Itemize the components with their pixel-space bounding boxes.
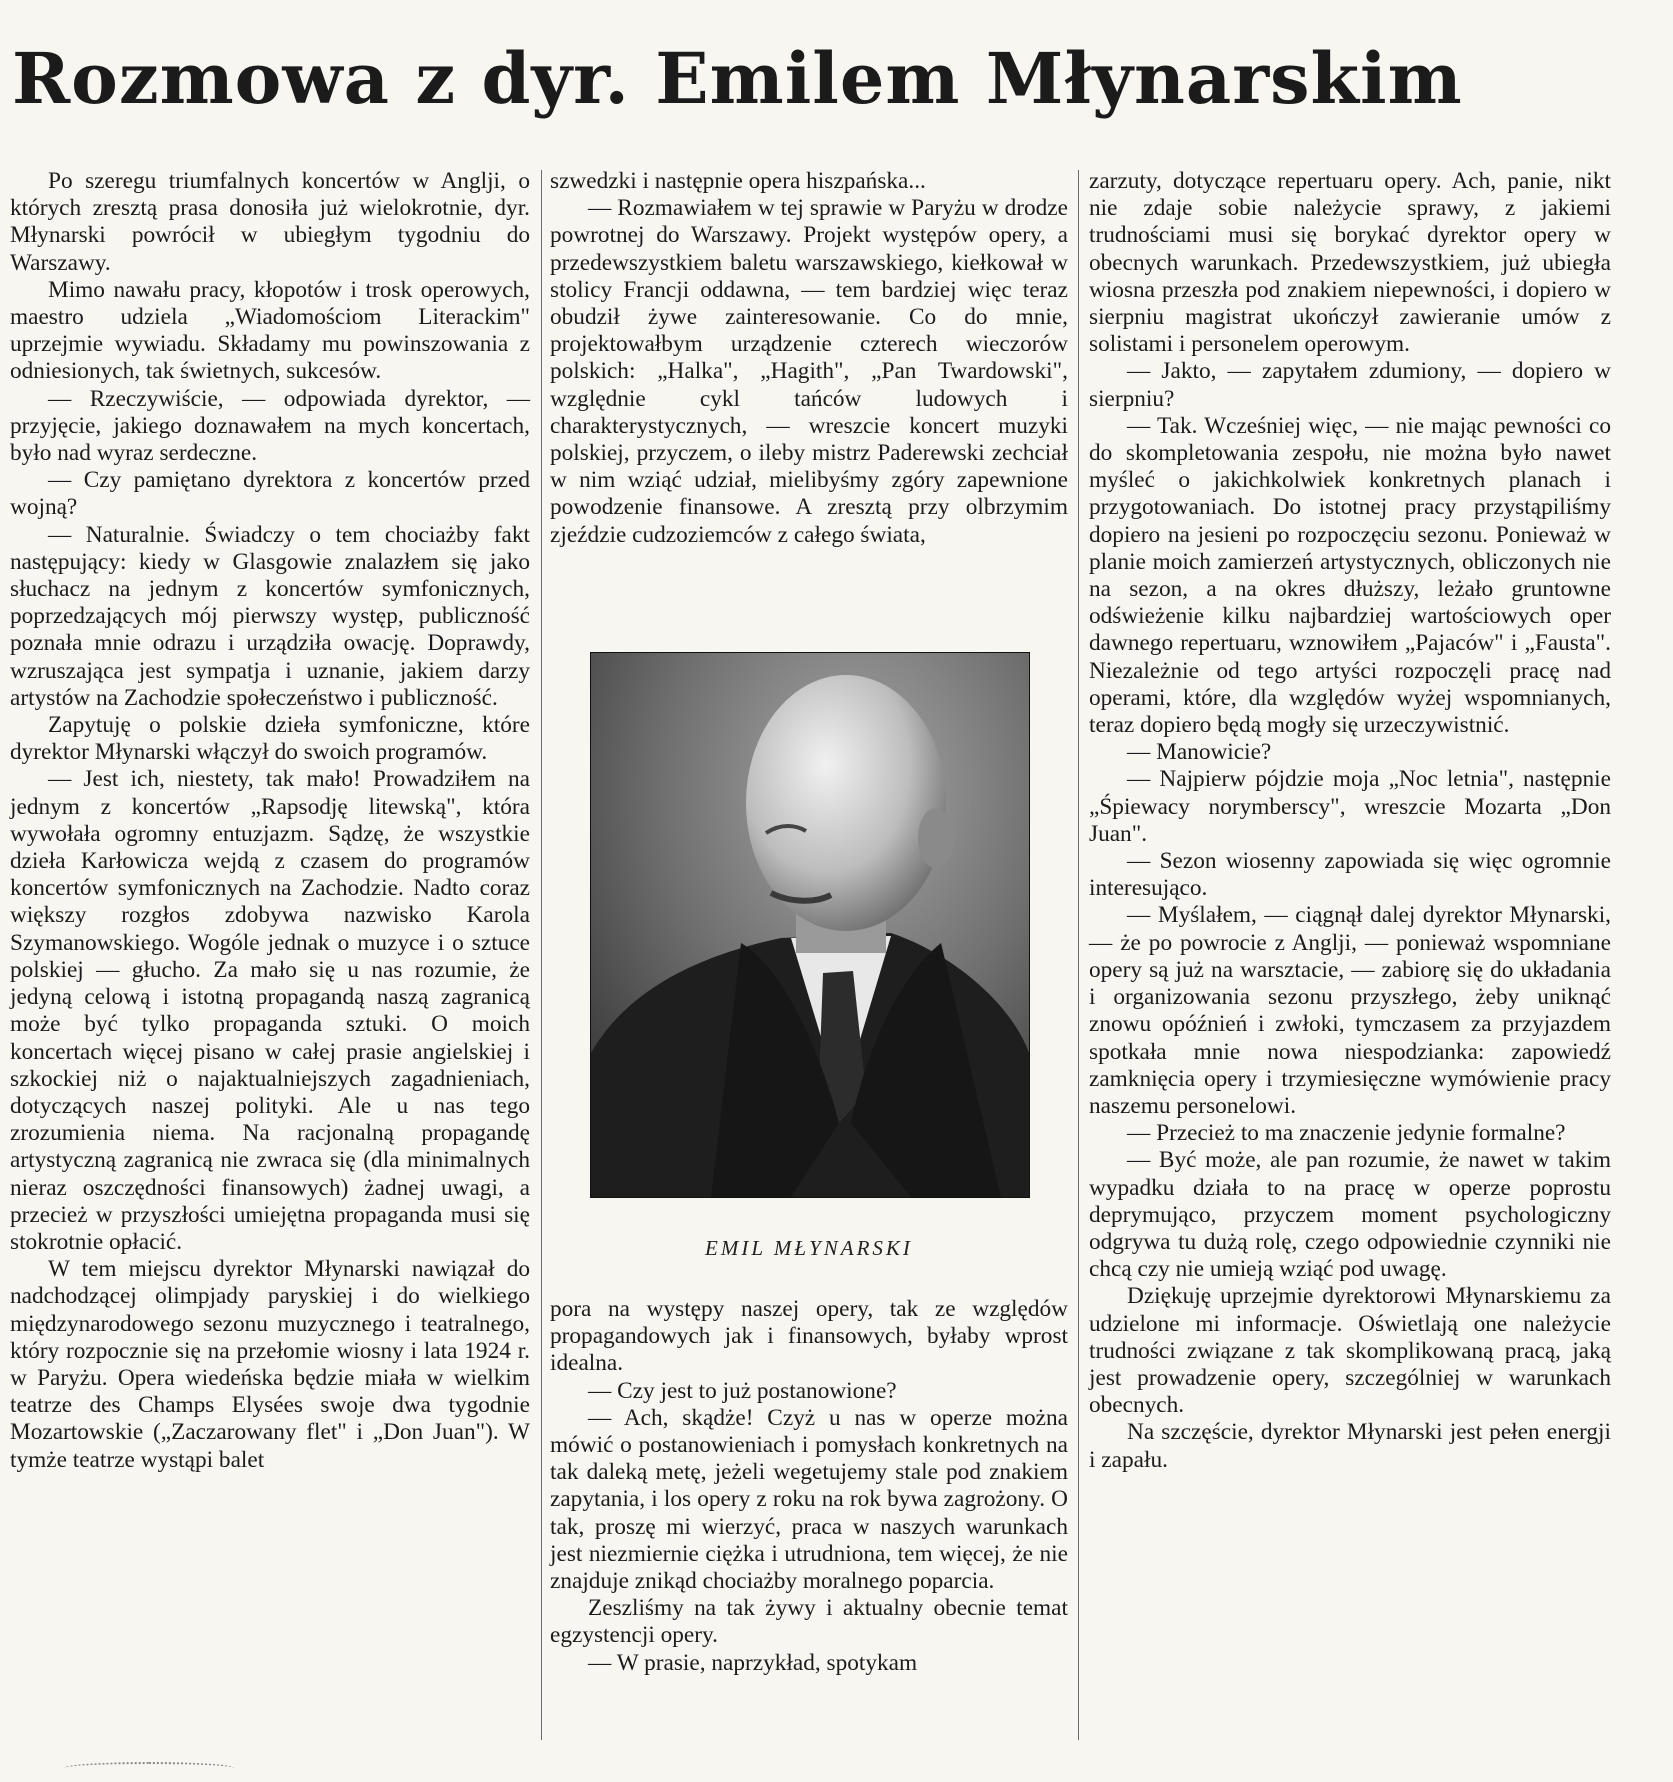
- paragraph: pora na występy naszej opery, tak ze względów propagandowych jak i finansowych, byłaby wprost idealna.: [550, 1296, 1068, 1377]
- paragraph: — Tak. Wcześniej więc, — nie mając pewności co do skompletowania zespołu, nie można było nawet myśleć o jakichkolwiek konkretnych planach i przygotowaniach. Do istotnej pracy przystąpiliśmy dopiero na jesieni po rozpoczęciu sezonu. Ponieważ w planie moich zamierzeń artystycznych, obliczonych nie na sezon, a na okres dłuższy, leżało gruntowne odświeżenie kilku najbardziej wartościowych oper dawnego repertuaru, wznowiłem „Pajaców" i „Fausta". Niezależnie od tego artyści rozpoczęli pracę nad operami, które, dla względów wyżej wspomnianych, teraz dopiero będą mogły się urzeczywistnić.: [1089, 412, 1611, 739]
- article-column-3: [1089, 168, 1611, 1474]
- article-column-2-top: [550, 168, 1068, 549]
- article-column-1: [10, 168, 530, 1474]
- paragraph: — Rzeczywiście, — odpowiada dyrektor, — przyjęcie, jakiego doznawałem na mych koncertach, było nad wyraz serdeczne.: [10, 385, 530, 467]
- paragraph: — Czy jest to już postanowione?: [588, 1377, 897, 1404]
- paragraph: Dziękuję uprzejmie dyrektorowi Młynarskiemu za udzielone mi informacje. Oświetlają one należycie trudności związane z tak skomplikowaną pracą, jaką jest prowadzenie opery, szczególniej w warunkach obecnych.: [1089, 1283, 1611, 1419]
- paragraph: — Najpierw pójdzie moja „Noc letnia", następnie „Śpiewacy norymberscy", wreszcie Mozarta „Don Juan".: [1089, 766, 1611, 847]
- paragraph: Na szczęście, dyrektor Młynarski jest pełen energji i zapału.: [1089, 1419, 1611, 1473]
- paragraph: — Przecież to ma znaczenie jedynie formalne?: [1127, 1120, 1566, 1147]
- column-rule-left: [541, 170, 542, 1740]
- paragraph: Zeszliśmy na tak żywy i aktualny obecnie temat egzystencji opery.: [550, 1595, 1068, 1649]
- paragraph: — Rozmawiałem w tej sprawie w Paryżu w drodze powrotnej do Warszawy. Projekt występów opery, a przedewszystkiem baletu warszawskiego, kiełkował w stolicy Francji oddawna, — tem bardziej więc teraz obudził żywe zainteresowanie. Co do mnie, projektowałbym urządzenie czterech wieczorów polskich: „Halka", „Hagith", „Pan Twardowski", względnie cykl tańców ludowych i charakterystycznych, — wreszcie koncert muzyki polskiej, przyczem, o ileby mistrz Paderewski zechciał w nim wziąć udział, mielibyśmy zgóry zapewnione powodzenie finansowe. A zresztą przy olbrzymim zjeździe cudzoziemców z całego świata,: [550, 195, 1068, 548]
- article-title: Rozmowa z dyr. Emilem Młynarskim: [12, 37, 1463, 120]
- paragraph: — Myślałem, — ciągnął dalej dyrektor Młynarski, — że po powrocie z Anglji, — ponieważ wspomniane opery są już na warsztacie, — zabiorę się do układania i organizowania sezonu przyszłego, żeby uniknąć znowu opóźnień i zwłoki, tymczasem za przyjazdem spotkała mnie nowa niespodzianka: zapowiedź zamknięcia opery i trzymiesięczne wymówienie pracy naszemu personelowi.: [1089, 902, 1611, 1119]
- paragraph: — Czy pamiętano dyrektora z koncertów przed wojną?: [10, 467, 530, 521]
- paragraph: — Sezon wiosenny zapowiada się więc ogromnie interesująco.: [1089, 848, 1611, 902]
- photo-caption: EMIL MŁYNARSKI: [705, 1236, 913, 1260]
- paragraph: — Manowicie?: [1127, 739, 1272, 766]
- paragraph: zarzuty, dotyczące repertuaru opery. Ach, panie, nikt nie zdaje sobie należycie sprawy, z jakiemi trudnościami musi się borykać dyrektor opery w obecnych warunkach. Przedewszystkiem, już ubiegła wiosna przeszła pod znakiem niepewności, i dopiero w sierpniu magistrat ukończył zawieranie umów z solistami i personelem operowym.: [1089, 168, 1611, 358]
- paragraph: — Jest ich, niestety, tak mało! Prowadziłem na jednym z koncertów „Rapsodję litewską", która wywołała ogromny entuzjazm. Sądzę, że wszystkie dzieła Karłowicza wejdą z czasem do programów koncertów symfonicznych na Zachodzie. Nadto coraz większy rozgłos zdobywa nazwisko Karola Szymanowskiego. Wogóle jednak o muzyce i o sztuce polskiej — głucho. Za mało się u nas rozumie, że jedyną celową i istotną propagandą naszą zagranicą może być tylko propaganda sztuki. O moich koncertach więcej pisano w całej prasie angielskiej i szkockiej niż o najaktualniejszych zagadnieniach, dotyczących naszej polityki. Ale u nas tego zrozumienia niema. Na racjonalną propagandę artystyczną zagranicą nie zwraca się (dla minimalnych nieraz oszczędności finansowych) żadnej uwagi, a przecież w przyszłości umiejętna propaganda musi się stokrotnie opłacić.: [10, 766, 530, 1255]
- paragraph: Zapytuję o polskie dzieła symfoniczne, które dyrektor Młynarski włączył do swoich programów.: [10, 712, 530, 766]
- article-column-2-bottom: [550, 1296, 1068, 1677]
- paragraph: — Być może, ale pan rozumie, że nawet w takim wypadku działa to na pracę w operze poprostu deprymująco, przyczem moment psychologiczny odgrywa tu dużą rolę, czego odpowiednie czynniki nie chcą czy nie umieją wziąć pod uwagę.: [1089, 1147, 1611, 1283]
- paragraph: szwedzki i następnie opera hiszpańska...: [550, 168, 926, 194]
- paragraph: — Jakto, — zapytałem zdumiony, — dopiero w sierpniu?: [1089, 358, 1611, 412]
- paragraph: Mimo nawału pracy, kłopotów i trosk operowych, maestro udziela „Wiadomościom Literackim" uprzejmie wywiadu. Składamy mu powinszowania z odniesionych, tak świetnych, sukcesów.: [10, 276, 530, 385]
- print-smudge: [64, 1762, 234, 1774]
- column-rule-right: [1078, 170, 1079, 1740]
- paragraph: W tem miejscu dyrektor Młynarski nawiązał do nadchodzącej olimpjady paryskiej i do wielkiego międzynarodowego sezonu muzycznego i teatralnego, który rozpocznie się na przełomie wiosny i lata 1924 r. w Paryżu. Opera wiedeńska będzie miała w wielkim teatrze des Champs Elysées swoje dwa tygodnie Mozartowskie („Zaczarowany flet" i „Don Juan"). W tymże teatrze wystąpi balet: [10, 1256, 530, 1473]
- paragraph: — Ach, skądże! Czyż u nas w operze można mówić o postanowieniach i pomysłach konkretnych na tak daleką metę, jeżeli wegetujemy stale pod znakiem zapytania, i los opery z roku na rok bywa zagrożony. O tak, proszę mi wierzyć, praca w naszych warunkach jest niezmiernie ciężka i utrudniona, tem więcej, że nie znajduje znikąd chociażby moralnego poparcia.: [550, 1404, 1068, 1595]
- portrait-photo: [590, 652, 1030, 1198]
- paragraph: — W prasie, naprzykład, spotykam: [588, 1649, 918, 1676]
- paragraph: Po szeregu triumfalnych koncertów w Anglji, o których zresztą prasa donosiła już wielokrotnie, dyr. Młynarski powrócił w ubiegłym tygodniu do Warszawy.: [10, 168, 530, 276]
- portrait-image: [591, 653, 1029, 1197]
- paragraph: — Naturalnie. Świadczy o tem chociażby fakt następujący: kiedy w Glasgowie znalazłem się jako słuchacz na jednym z koncertów symfonicznych, poprzedzających mój pierwszy występ, publiczność poznała mnie odrazu i urządziła owację. Doprawdy, wzruszająca jest sympatja i uznanie, jakiem darzy artystów na Zachodzie społeczeństwo i publiczność.: [10, 521, 530, 711]
